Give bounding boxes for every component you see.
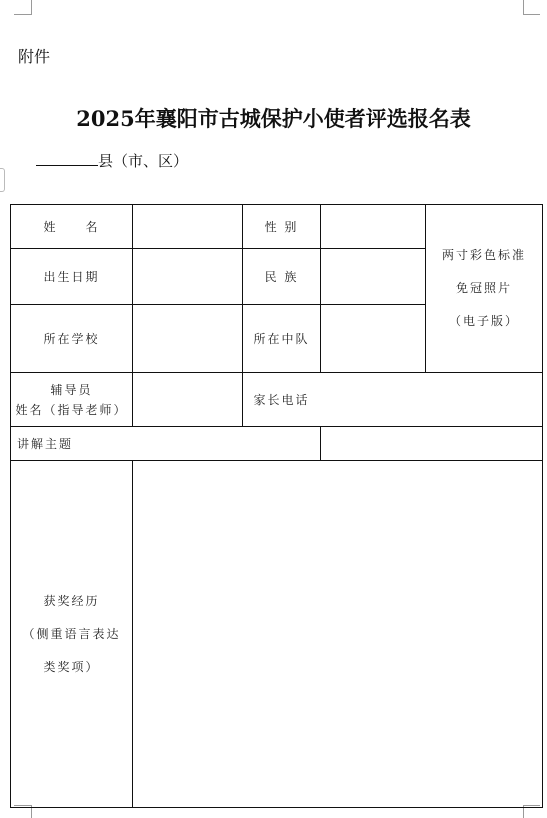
awards-field[interactable] xyxy=(133,461,542,807)
name-field[interactable] xyxy=(133,205,242,248)
school-label: 所在学校 xyxy=(43,331,100,346)
registration-form-table xyxy=(10,204,543,808)
ethnicity-label: 民 族 xyxy=(264,269,299,284)
gender-label: 性 别 xyxy=(264,219,299,234)
county-line xyxy=(36,150,188,171)
county-blank-field[interactable] xyxy=(36,151,98,166)
awards-label xyxy=(11,461,132,807)
squadron-label: 所在中队 xyxy=(253,331,310,346)
school-field[interactable] xyxy=(133,305,242,372)
topic-label: 讲解主题 xyxy=(17,436,74,451)
document-title: 2025年襄阳市古城保护小使者评选报名表 xyxy=(76,106,471,131)
birth-date-label: 出生日期 xyxy=(43,269,100,284)
crop-mark-top-left xyxy=(14,0,32,15)
counselor-field[interactable] xyxy=(133,373,242,426)
ethnicity-field[interactable] xyxy=(321,249,425,304)
photo-instruction-line-3: （电子版） xyxy=(448,314,519,328)
parent-phone-field[interactable] xyxy=(321,373,542,426)
birth-date-field[interactable] xyxy=(133,249,242,304)
topic-field[interactable] xyxy=(321,427,542,460)
counselor-label-line-2: 姓名（指导老师） xyxy=(15,402,128,417)
awards-label-line-3: 类奖项） xyxy=(43,659,100,674)
photo-instruction-line-1: 两寸彩色标准 xyxy=(441,248,526,262)
attachment-label: 附件 xyxy=(18,47,51,66)
name-label: 姓 名 xyxy=(43,219,100,234)
margin-tab xyxy=(0,168,5,192)
awards-label-line-2: （侧重语言表达 xyxy=(22,626,121,641)
counselor-label xyxy=(11,373,132,426)
counselor-label-line-1: 辅导员 xyxy=(50,382,93,397)
gender-field[interactable] xyxy=(321,205,425,248)
photo-placeholder[interactable] xyxy=(426,205,542,372)
photo-instruction-line-2: 免冠照片 xyxy=(455,281,512,295)
crop-mark-top-right xyxy=(523,0,540,15)
parent-phone-label: 家长电话 xyxy=(253,392,310,407)
awards-label-line-1: 获奖经历 xyxy=(43,593,100,608)
squadron-field[interactable] xyxy=(321,305,425,372)
county-suffix: 县（市、区） xyxy=(98,152,189,170)
